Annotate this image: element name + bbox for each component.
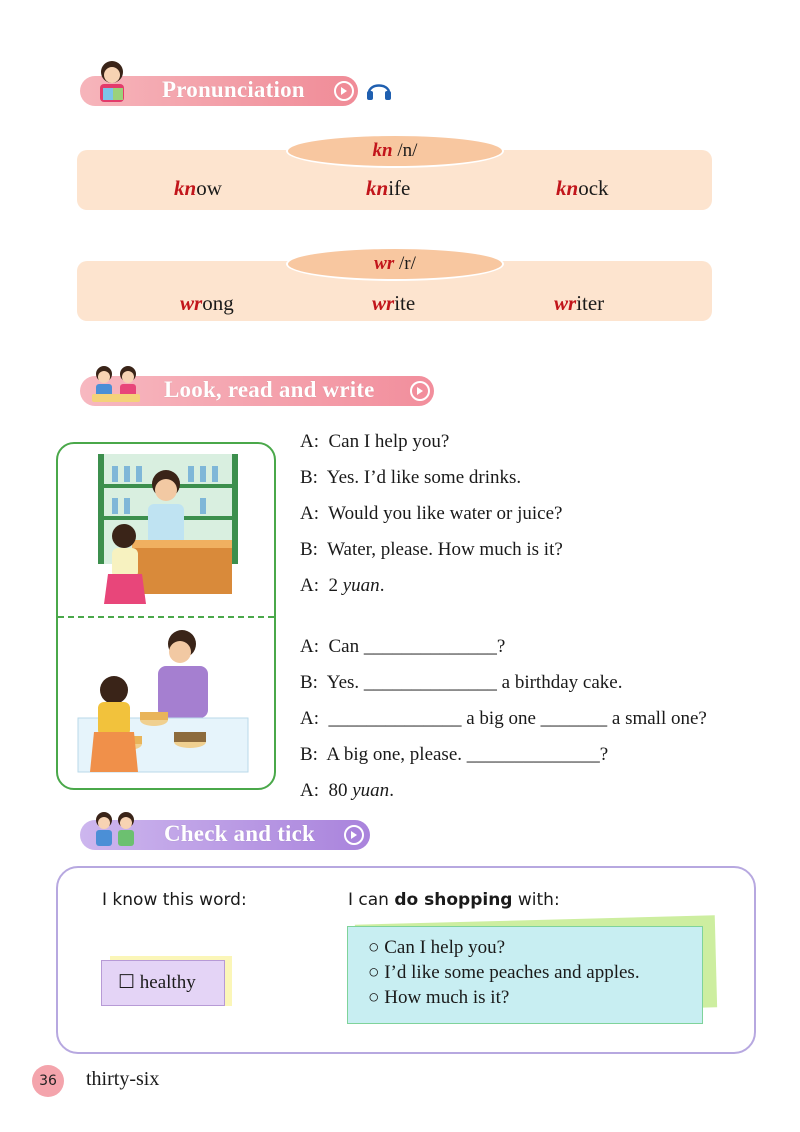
healthy-checkbox[interactable]: ☐ healthy: [118, 972, 196, 993]
headphones-icon[interactable]: [366, 78, 392, 102]
word-writer: writer: [554, 291, 605, 315]
sound-pattern: kn: [372, 140, 393, 161]
play-arrow-icon[interactable]: [344, 825, 364, 845]
phrase-option[interactable]: ○ How much is it?: [368, 987, 510, 1008]
dialogue-line: B: Yes. I’d like some drinks.: [300, 467, 522, 488]
dialogue-line: A: Would you like water or juice?: [300, 503, 563, 524]
sound-pattern: wr: [374, 253, 395, 274]
shopping-pictures: [56, 442, 276, 790]
word-knife: knife: [366, 176, 411, 200]
word-card[interactable]: [101, 960, 225, 1006]
sound-symbol: /n/: [392, 140, 418, 161]
dashed-divider: [58, 616, 274, 618]
look-read-write-header: [80, 376, 434, 406]
word-knock: knock: [556, 176, 609, 200]
kids-writing-icon: [90, 364, 142, 404]
drink-shop-scene: [58, 444, 274, 616]
fill-in-line[interactable]: A: Can ______________?: [300, 636, 506, 657]
dialogue-line: A: 2 yuan.: [300, 575, 385, 596]
can-do-label: I can do shopping with:: [348, 890, 560, 910]
fill-in-line[interactable]: B: A big one, please. ______________?: [300, 744, 609, 765]
dialogue-line: A: Can I help you?: [300, 431, 450, 452]
cake-shop-scene: [58, 622, 274, 790]
fill-in-line[interactable]: A: ______________ a big one _______ a small one?: [300, 708, 707, 729]
page-number-badge: 36: [32, 1065, 64, 1097]
know-word-label: I know this word:: [102, 890, 247, 910]
word-know: know: [174, 176, 222, 200]
fill-in-line[interactable]: B: Yes. ______________ a birthday cake.: [300, 672, 623, 693]
word-write: write: [372, 291, 416, 315]
phrase-option[interactable]: ○ I’d like some peaches and apples.: [368, 962, 640, 983]
page-words: thirty-six: [86, 1068, 160, 1090]
phrase-card: [347, 926, 703, 1024]
dialogue-line: A: 80 yuan.: [300, 780, 394, 801]
sound-symbol: /r/: [394, 253, 416, 274]
play-arrow-icon[interactable]: [334, 81, 354, 101]
sound-oval-wr: [286, 247, 504, 281]
word-wrong: wrong: [180, 291, 234, 315]
dialogue-line: B: Water, please. How much is it?: [300, 539, 563, 560]
girl-reading-icon: [94, 58, 130, 104]
kids-icon: [90, 810, 140, 848]
phrase-option[interactable]: ○ Can I help you?: [368, 937, 506, 958]
play-arrow-icon[interactable]: [410, 381, 430, 401]
check-and-tick-header: [80, 820, 370, 850]
section-title: Check and tick: [164, 821, 316, 846]
section-title: Look, read and write: [164, 377, 375, 402]
sound-oval-kn: [286, 134, 504, 168]
pronunciation-header: [80, 76, 358, 106]
section-title: Pronunciation: [162, 77, 305, 102]
